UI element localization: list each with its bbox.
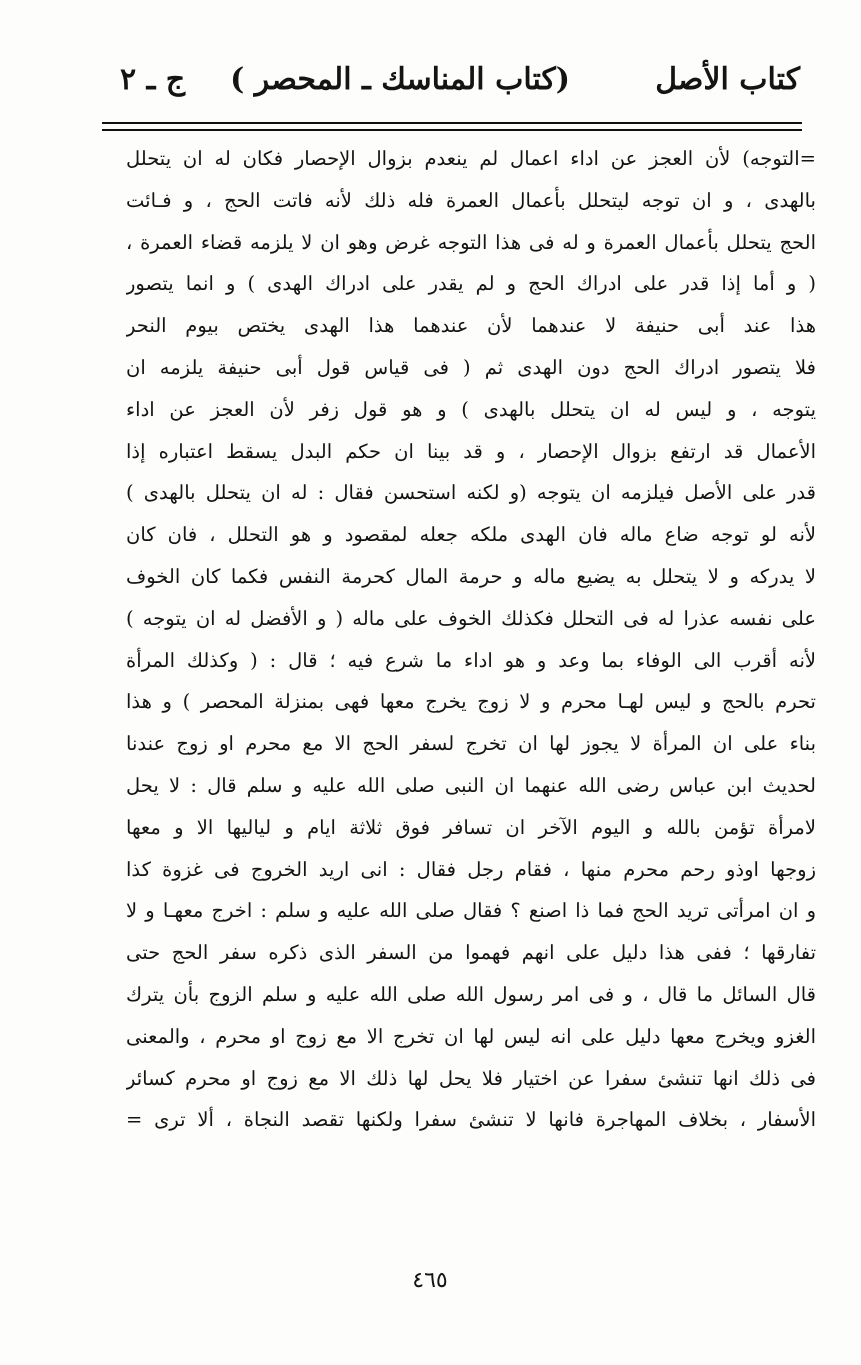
text-line: لحديث ابن عباس رضى الله عنهما ان النبى صلى الله عليه و سلم قال : لا يحل bbox=[126, 773, 816, 797]
header-rule-top bbox=[102, 122, 802, 124]
text-line: زوجها اوذو رحم محرم منها ، فقام رجل فقال : انى اريد الخروج فى غزوة كذا bbox=[126, 857, 816, 881]
text-line: هذا عند أبى حنيفة لا عندهما لأن عندهما هذا الهدى يختص بيوم النحر bbox=[126, 314, 816, 338]
page-number: ٤٦٥ bbox=[412, 1268, 448, 1293]
text-line: الحج يتحلل بأعمال العمرة و له فى هذا التوجه غرض وهو ان لا يلزمه قضاء العمرة ، bbox=[126, 230, 816, 254]
text-line: تفارقها ؛ ففى هذا دليل على انهم فهموا من السفر الذى ذكره سفر الحج حتى bbox=[126, 941, 816, 965]
text-line: لامرأة تؤمن بالله و اليوم الآخر ان تسافر فوق ثلاثة ايام و لياليها الا و معها bbox=[126, 815, 816, 839]
text-line: ( و أما إذا قدر على ادراك الحج و لم يقدر على ادراك الهدى ) و انما يتصور bbox=[126, 272, 816, 296]
section-title: (كتاب المناسك ـ المحصر ) bbox=[230, 62, 570, 97]
running-header bbox=[100, 58, 800, 118]
text-line: بناء على ان المرأة لا يجوز لها ان تخرج لسفر الحج الا مع محرم او زوج عندنا bbox=[126, 732, 816, 756]
text-line: على نفسه عذرا له فى التحلل فكذلك الخوف على ماله ( و الأفضل له ان يتوجه ) bbox=[126, 606, 816, 630]
text-line: لأنه أقرب الى الوفاء بما وعد و هو اداء ما شرع فيه ؛ قال : ( وكذلك المرأة bbox=[126, 648, 816, 672]
text-line: لأنه لو توجه ضاع ماله فان الهدى ملكه جعله لمقصود و هو التحلل ، فان كان bbox=[126, 523, 816, 547]
text-line: بالهدى ، و ان توجه ليتحلل بأعمال العمرة فله ذلك لأنه فاتت الحج ، و فـائت bbox=[126, 188, 816, 212]
text-line: الأسفار ، بخلاف المهاجرة فانها لا تنشئ سفرا ولكنها تقصد النجاة ، ألا ترى = bbox=[126, 1108, 816, 1132]
text-line: قدر على الأصل فيلزمه ان يتوجه (و لكنه استحسن فقال : له ان يتحلل بالهدى ) bbox=[126, 481, 816, 505]
text-line: الأعمال قد ارتفع بزوال الإحصار ، و قد بينا ان حكم البدل يسقط اعتباره إذا bbox=[126, 439, 816, 463]
body-text bbox=[126, 138, 816, 1141]
text-line: لا يدركه و لا يتحلل به يضيع ماله و حرمة المال كحرمة النفس فكما كان الخوف bbox=[126, 564, 816, 588]
book-title: كتاب الأصل bbox=[655, 62, 800, 97]
text-line: الغزو ويخرج معها دليل على انه ليس لها ان تخرج الا مع زوج او محرم ، والمعنى bbox=[126, 1024, 816, 1048]
text-line: فلا يتصور ادراك الحج دون الهدى ثم ( فى قياس قول أبى حنيفة يلزمه ان bbox=[126, 355, 816, 379]
text-line: =التوجه) لأن العجز عن اداء اعمال لم ينعدم بزوال الإحصار فكان له ان يتحلل bbox=[126, 147, 816, 170]
text-line: يتوجه ، و ليس له ان يتحلل بالهدى ) و هو قول زفر لأن العجز عن اداء bbox=[126, 397, 816, 421]
text-line: قال السائل ما قال ، و فى امر رسول الله صلى الله عليه و سلم الزوج بأن يترك bbox=[126, 982, 816, 1006]
header-rule-bottom bbox=[102, 129, 802, 131]
volume-label: ج ـ ٢ bbox=[120, 62, 186, 97]
text-line: تحرم بالحج و ليس لهـا محرم و لا زوج يخرج معها فهى بمنزلة المحصر ) و هذا bbox=[126, 690, 816, 714]
text-line: و ان امرأتى تريد الحج فما ذا اصنع ؟ فقال صلى الله عليه و سلم : اخرج معهـا و لا bbox=[126, 899, 816, 923]
text-line: فى ذلك انها تنشئ سفرا عن اختيار فلا يحل لها ذلك الا مع زوج او محرم كسائر bbox=[126, 1066, 816, 1090]
